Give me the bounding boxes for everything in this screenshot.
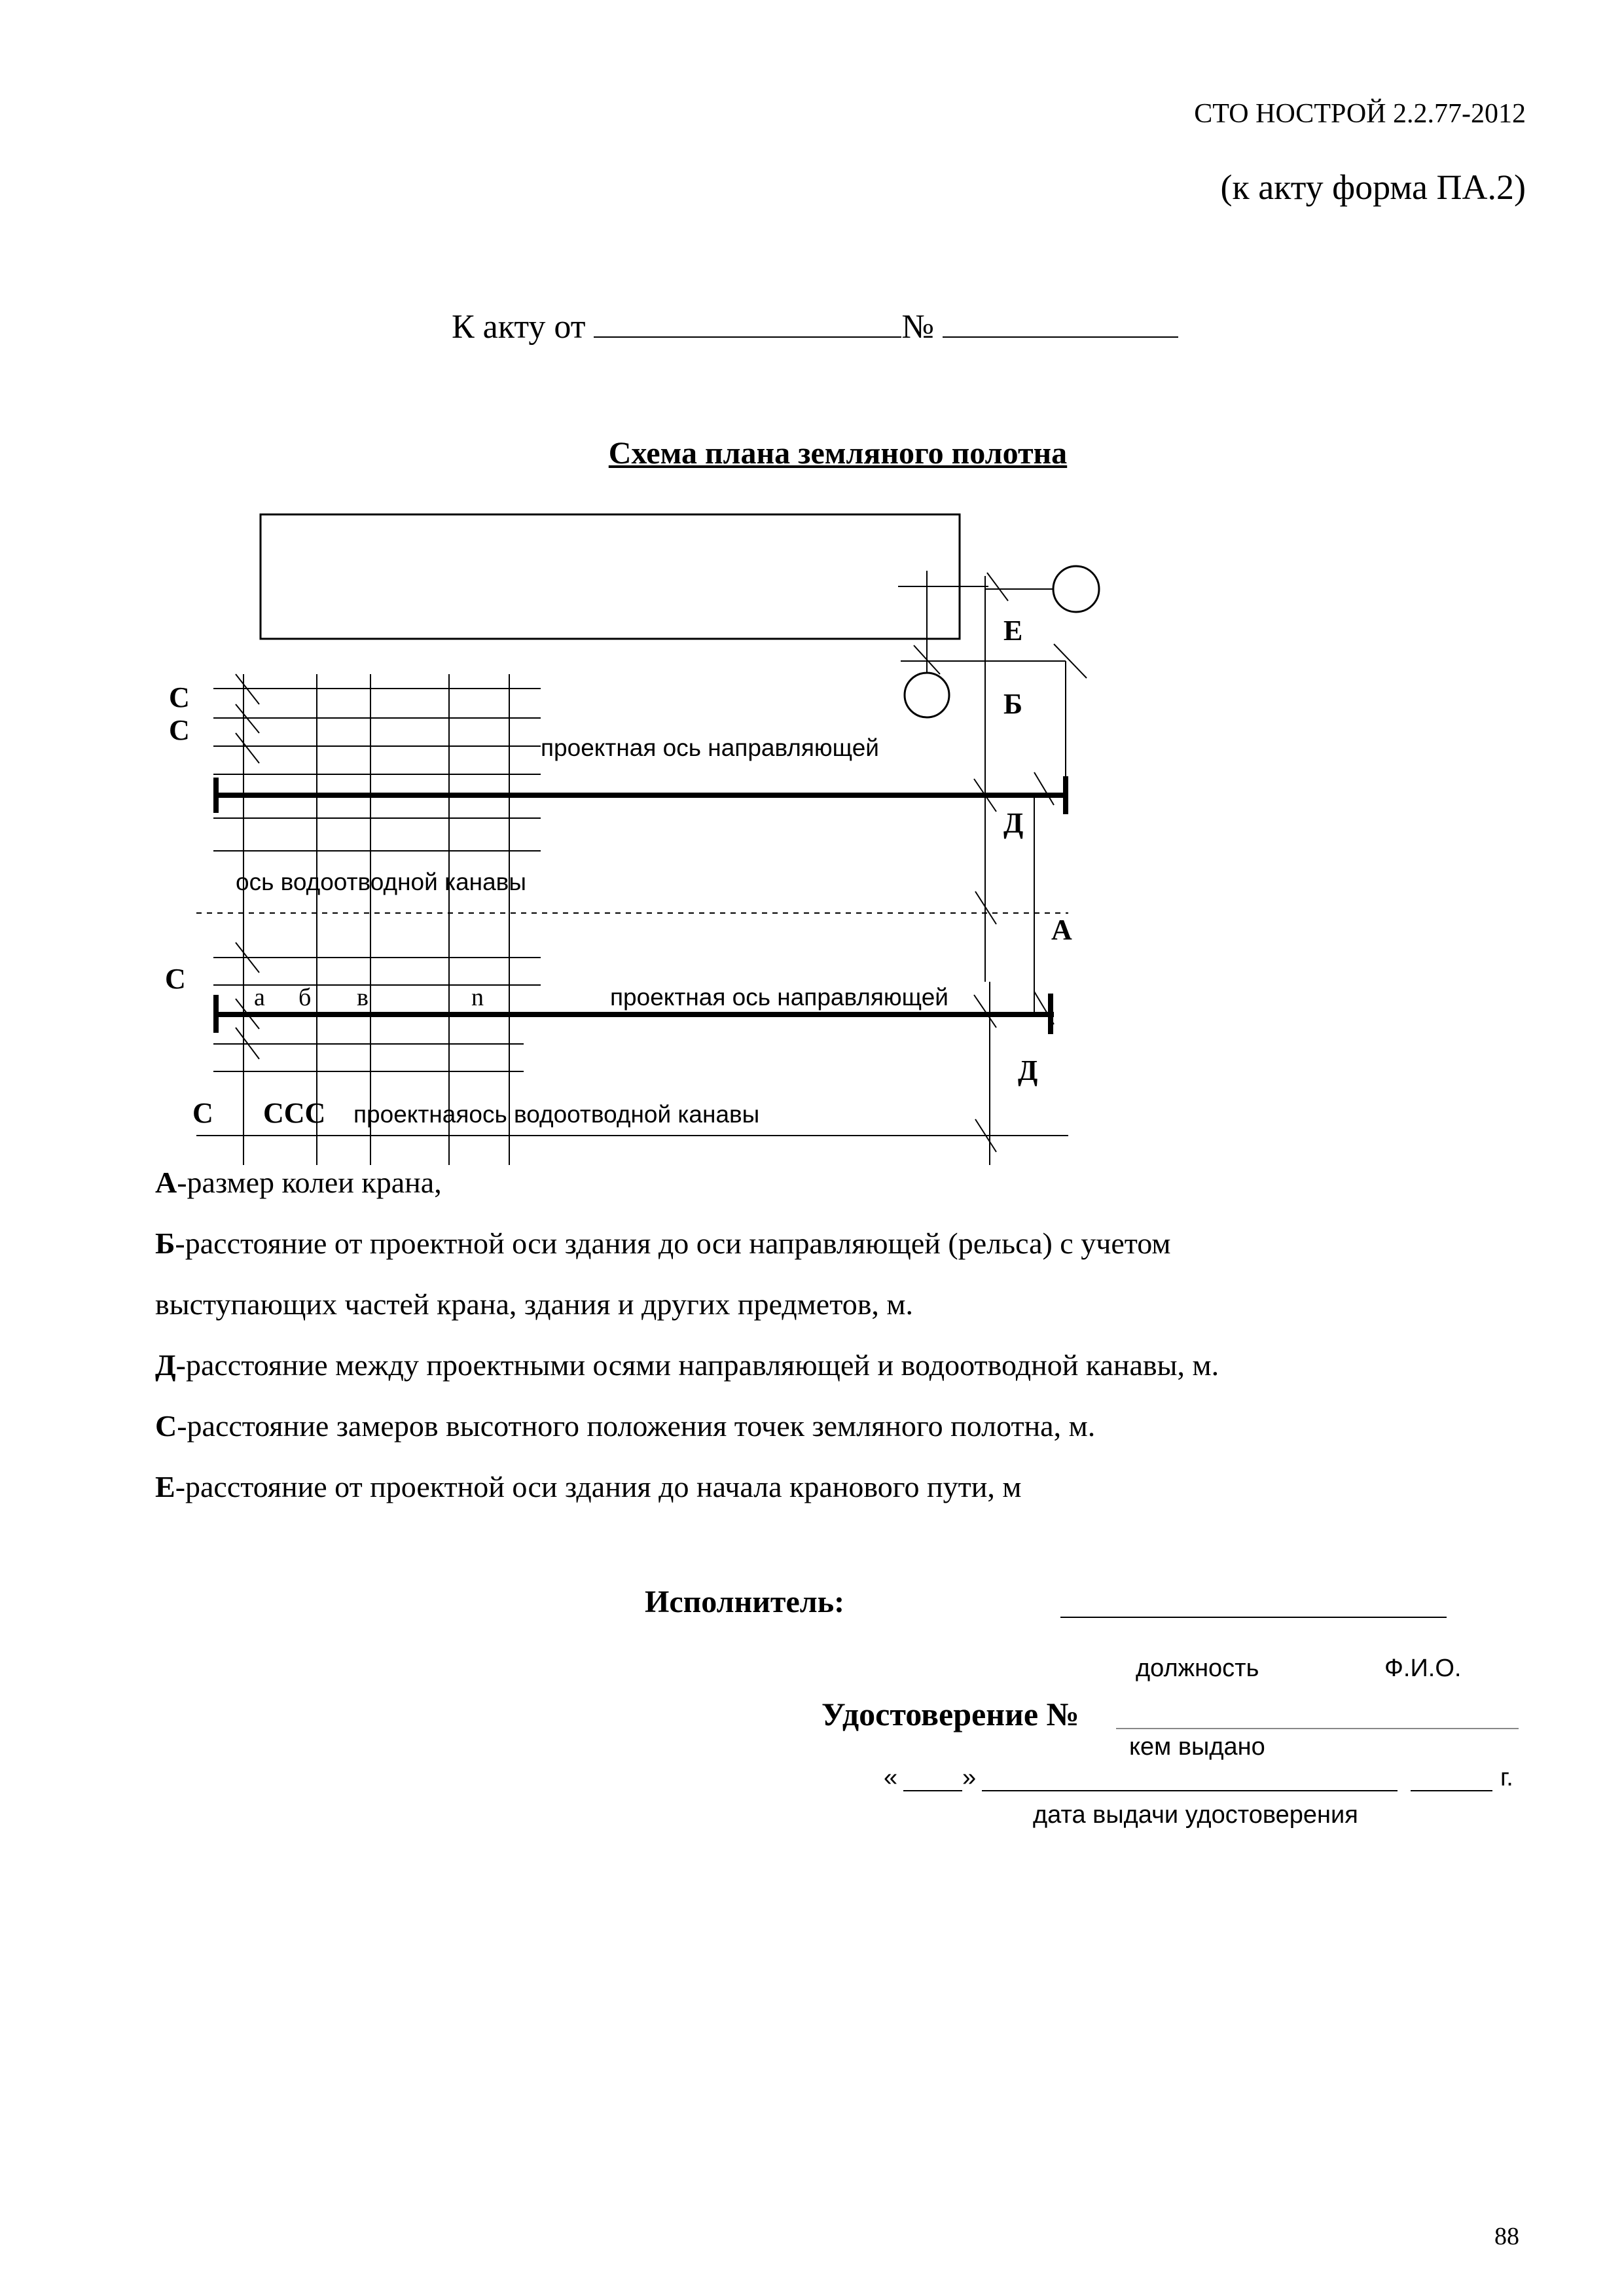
date-open-quote: «	[884, 1764, 898, 1791]
legend-item-c: С-расстояние замеров высотного положения точек земляного полотна, м.	[155, 1409, 1096, 1443]
label-bottom-c: С	[192, 1097, 213, 1129]
label-d-upper: Д	[1003, 807, 1024, 839]
date-close-quote: »	[962, 1764, 977, 1791]
label-col-v: в	[357, 984, 369, 1011]
label-b: Б	[1003, 688, 1023, 720]
fio-label: Ф.И.О.	[1384, 1655, 1462, 1682]
label-rail-axis-lower: проектная ось направляющей	[610, 984, 948, 1011]
legend-item-b-cont: выступающих частей крана, здания и других предметов, м.	[155, 1287, 914, 1321]
label-drain-axis: ось водоотводной канавы	[236, 869, 526, 895]
crane-track-start-marker	[1053, 566, 1099, 612]
legend-item-d: Д-расстояние между проектными осями направляющей и водоотводной канавы, м.	[155, 1348, 1219, 1382]
label-bottom-ccc: ССС	[263, 1097, 326, 1129]
label-col-a: а	[254, 984, 265, 1011]
page-number: 88	[1494, 2223, 1519, 2250]
date-month-blank[interactable]	[982, 1790, 1398, 1791]
position-fio-line[interactable]	[1060, 1617, 1447, 1618]
label-rail-axis-upper: проектная ось направляющей	[541, 734, 879, 761]
label-c-2: С	[169, 714, 190, 746]
label-e: Е	[1003, 615, 1023, 647]
building-outline	[261, 514, 960, 639]
label-c-1: С	[169, 681, 190, 713]
certificate-label: Удостоверение №	[821, 1696, 1079, 1732]
scheme-title: Схема плана земляного полотна	[608, 436, 1068, 471]
building-axis-marker	[905, 673, 949, 717]
label-col-b: б	[298, 984, 312, 1011]
legend-item-a: А-размер колеи крана,	[155, 1166, 442, 1199]
label-a: А	[1051, 914, 1072, 946]
position-label: должность	[1136, 1655, 1259, 1682]
act-prefix: К акту от	[452, 308, 586, 346]
label-c-3: С	[165, 963, 186, 995]
label-d-lower: Д	[1018, 1054, 1038, 1086]
legend-item-b: Б-расстояние от проектной оси здания до оси направляющей (рельса) с учетом	[155, 1227, 1171, 1260]
label-drain-axis-lower: проектнаяось водоотводной канавы	[353, 1101, 760, 1128]
date-year-blank[interactable]	[1411, 1790, 1492, 1791]
date-day-blank[interactable]	[903, 1790, 962, 1791]
act-number-sign: №	[901, 308, 935, 346]
form-reference: (к акту форма ПА.2)	[1220, 168, 1526, 207]
executor-heading: Исполнитель:	[645, 1585, 845, 1619]
year-suffix: г.	[1500, 1764, 1513, 1791]
certificate-number-line[interactable]	[1116, 1728, 1519, 1729]
document-code: СТО НОСТРОЙ 2.2.77-2012	[1194, 99, 1526, 129]
label-col-n: n	[471, 984, 484, 1011]
issue-date-label: дата выдачи удостоверения	[1033, 1801, 1358, 1829]
issued-by-label: кем выдано	[1129, 1733, 1265, 1761]
legend-item-e: Е-расстояние от проектной оси здания до начала кранового пути, м	[155, 1470, 1022, 1503]
